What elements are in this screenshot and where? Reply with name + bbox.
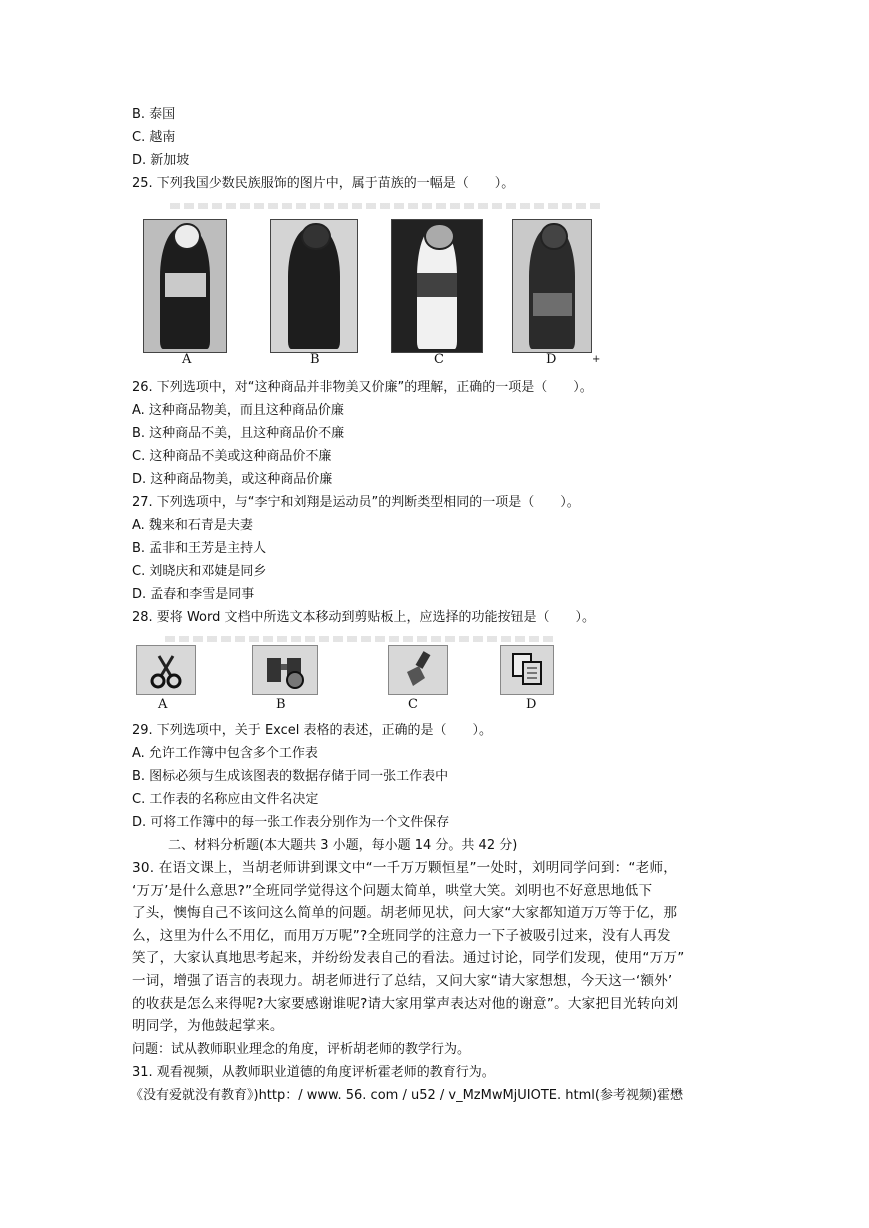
q31-video-reference: 《没有爱就没有教育》)http：/ www. 56. com / u52 / v_MzMwMjUIOTE. html(参考视频)霍懋 bbox=[130, 1088, 684, 1103]
q25-image-d bbox=[512, 219, 592, 353]
format-painter-binoculars-icon bbox=[252, 645, 318, 695]
q28-label-b: B bbox=[276, 697, 286, 712]
brush-icon bbox=[388, 645, 448, 695]
q26-option-d: D. 这种商品物美，或这种商品价廉 bbox=[132, 472, 333, 487]
q26-option-c: C. 这种商品不美或这种商品价不廉 bbox=[132, 449, 332, 464]
question-30-passage bbox=[132, 857, 744, 1038]
option-b-thailand: B. 泰国 bbox=[132, 107, 176, 122]
q28-label-d: D bbox=[526, 697, 537, 712]
q30-line: 一词，增强了语言的表现力。胡老师进行了总结，又问大家“请大家想想，今天这一‘额外’ bbox=[132, 972, 673, 989]
copy-icon bbox=[500, 645, 554, 695]
section-heading: 二、材料分析题(本大题共 3 小题，每小题 14 分。共 42 分) bbox=[168, 838, 518, 853]
question-31-stem: 31. 观看视频，从教师职业道德的角度评析霍老师的教育行为。 bbox=[132, 1065, 495, 1080]
q30-line: 30. 在语文课上，当胡老师讲到课文中“一千万万颗恒星”一处时，刘明同学问到：“老师， bbox=[132, 860, 678, 876]
faint-scan-artifact bbox=[170, 203, 600, 209]
option-d-singapore: D. 新加坡 bbox=[132, 153, 190, 168]
question-29-stem: 29. 下列选项中，关于 Excel 表格的表述，正确的是（ ）。 bbox=[132, 723, 493, 738]
option-c-vietnam: C. 越南 bbox=[132, 130, 176, 145]
q25-label-b: B bbox=[310, 352, 320, 367]
q26-option-a: A. 这种商品物美，而且这种商品价廉 bbox=[132, 403, 344, 418]
question-28-stem: 28. 要将 Word 文档中所选文本移动到剪贴板上，应选择的功能按钮是（ ）。 bbox=[132, 610, 595, 625]
q29-option-a: A. 允许工作簿中包含多个工作表 bbox=[132, 746, 318, 761]
q27-option-d: D. 孟春和李雪是同事 bbox=[132, 587, 255, 602]
q25-label-d: D bbox=[546, 352, 557, 367]
q30-line: 么，这里为什么不用亿，而用万万呢”?全班同学的注意力一下子被吸引过来，没有人再发 bbox=[132, 927, 671, 944]
q25-plus-mark: + bbox=[592, 354, 601, 365]
q26-option-b: B. 这种商品不美，且这种商品价不廉 bbox=[132, 426, 345, 441]
q30-line: 的收获是怎么来得呢?大家要感谢谁呢?请大家用掌声表达对他的谢意”。大家把目光转向刘 bbox=[132, 995, 679, 1012]
q29-option-c: C. 工作表的名称应由文件名决定 bbox=[132, 792, 319, 807]
q30-line: 了头，懊悔自己不该问这么简单的问题。胡老师见状，问大家“大家都知道万万等于亿，那 bbox=[132, 905, 678, 922]
q30-line: ‘万万’是什么意思?”全班同学觉得这个问题太简单，哄堂大笑。刘明也不好意思地低下 bbox=[132, 882, 653, 899]
q30-question: 问题：试从教师职业理念的角度，评析胡老师的教学行为。 bbox=[132, 1042, 471, 1057]
q25-image-c bbox=[391, 219, 483, 353]
q27-option-a: A. 魏来和石青是夫妻 bbox=[132, 518, 253, 533]
q30-line: 明同学，为他鼓起掌来。 bbox=[132, 1018, 284, 1035]
q29-option-b: B. 图标必须与生成该图表的数据存储于同一张工作表中 bbox=[132, 769, 449, 784]
q29-option-d: D. 可将工作簿中的每一张工作表分别作为一个文件保存 bbox=[132, 815, 450, 830]
q25-label-c: C bbox=[434, 352, 444, 367]
q27-option-b: B. 孟非和王芳是主持人 bbox=[132, 541, 267, 556]
q25-image-b bbox=[270, 219, 358, 353]
question-26-stem: 26. 下列选项中，对“这种商品并非物美又价廉”的理解，正确的一项是（ ）。 bbox=[132, 380, 593, 395]
q30-line: 笑了，大家认真地思考起来，并纷纷发表自己的看法。通过讨论，同学们发现，使用“万万” bbox=[132, 950, 685, 967]
q27-option-c: C. 刘晓庆和邓婕是同乡 bbox=[132, 564, 267, 579]
faint-scan-artifact-2 bbox=[165, 636, 555, 642]
scissors-icon bbox=[136, 645, 196, 695]
q25-image-a bbox=[143, 219, 227, 353]
q25-label-a: A bbox=[182, 352, 192, 367]
q28-label-a: A bbox=[158, 697, 168, 712]
question-27-stem: 27. 下列选项中，与“李宁和刘翔是运动员”的判断类型相同的一项是（ ）。 bbox=[132, 495, 580, 510]
question-25-stem: 25. 下列我国少数民族服饰的图片中，属于苗族的一幅是（ ）。 bbox=[132, 176, 515, 191]
q28-label-c: C bbox=[408, 697, 418, 712]
